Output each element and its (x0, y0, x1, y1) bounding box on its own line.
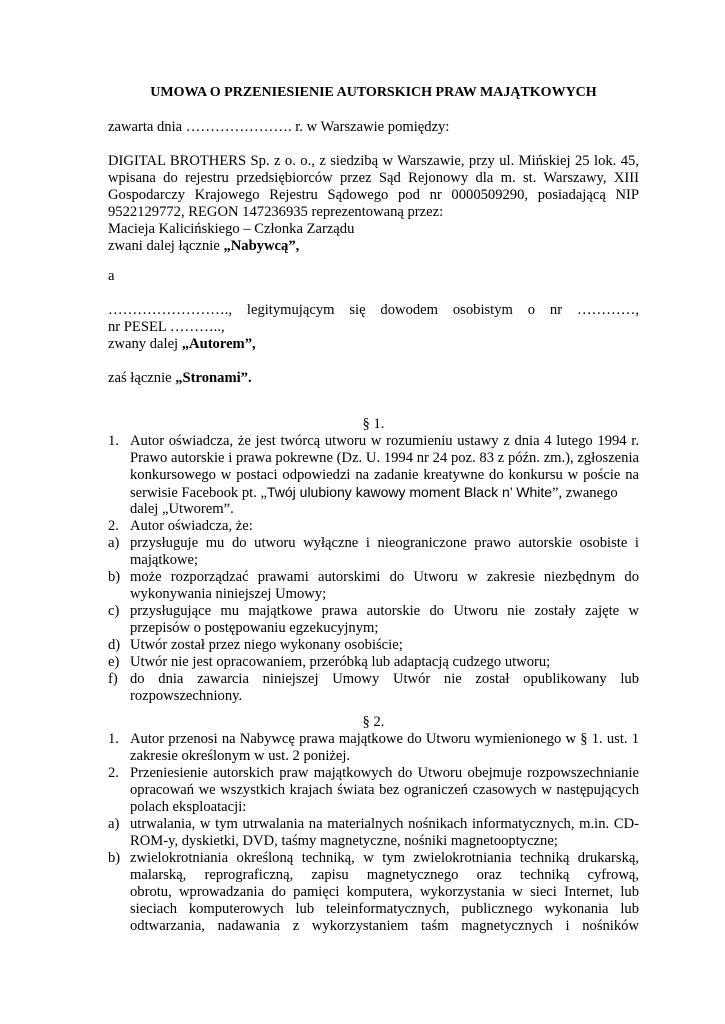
document-title: UMOWA O PRZENIESIENIE AUTORSKICH PRAW MAJĄTKOWYCH (150, 85, 597, 100)
intro-line: zawarta dnia …………………. r. w Warszawie pomiędzy: (108, 119, 450, 135)
parties-line: zaś łącznie „Stronami”. (108, 370, 252, 386)
contest-title: Twój ulubiony kawowy moment Black n’ White (266, 484, 553, 500)
party-autor: ……………………., legitymującym się dowodem osobistym o nr …………, nr PESEL ……….., zwany dalej „Autorem”, (108, 302, 639, 352)
strony-term: „Stronami”. (175, 370, 252, 386)
party-nabywca: DIGITAL BROTHERS Sp. z o. o., z siedzibą w Warszawie, przy ul. Mińskiej 25 lok. 45, wpisana do rejestru przedsiębiorców przez Sąd Rejonowy dla m. st. Warszawy, XIII Gospodarczy Krajowego Rejestru Sądowego pod nr 0000509290, posiadającą NIP 9522129772, REGON 147236935 reprezentowaną przez: Macieja Kalicińskiego – Członka Zarządu zwani dalej łącznie „Nabywcą”, (108, 153, 639, 254)
section-1-heading: § 1. (362, 416, 385, 432)
autor-term: „Autorem”, (181, 336, 256, 352)
and-separator: a (108, 268, 115, 284)
nabywca-term: „Nabywcą”, (223, 238, 300, 254)
section-2-heading: § 2. (362, 714, 385, 730)
